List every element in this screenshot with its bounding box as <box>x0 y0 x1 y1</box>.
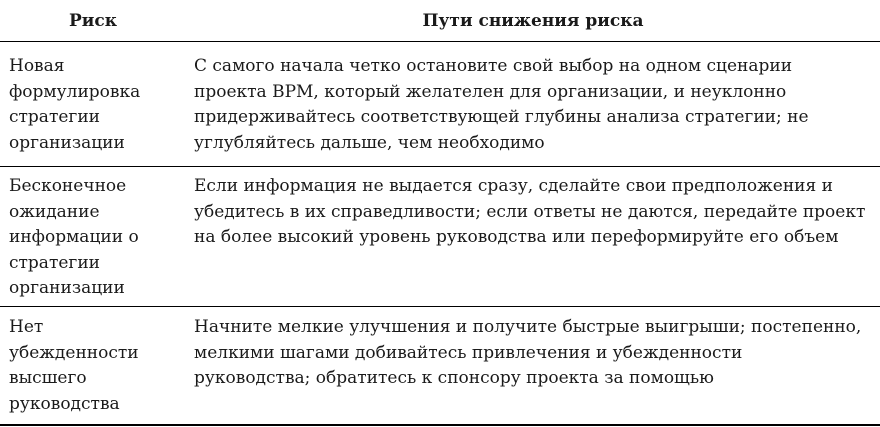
row-2-risk: Бесконечное ожидание информации о стратегии организации <box>9 176 139 298</box>
header-mitigation: Пути снижения риска <box>422 10 644 31</box>
row-1-risk: Новая формулировка стратегии организации <box>9 56 141 153</box>
row-1-mitigation: С самого начала четко остановите свой выбор на одном сценарии проекта BPM, который желателен для организации, и неуклонно придерживайтесь соответствующей глубины анализа стратегии; не углубляйтесь дальше, чем необходимо <box>194 56 809 153</box>
row-3-mitigation: Начните мелкие улучшения и получите быстрые выигрыши; постепенно, мелкими шагами добивайтесь привлечения и убежденности руководства; обратитесь к спонсору проекта за помощью <box>194 317 862 388</box>
row-2-mitigation: Если информация не выдается сразу, сделайте свои предположения и убедитесь в их справедливости; если ответы не даются, передайте проект на более высокий уровень руководства или переформируйте его объем <box>194 176 866 247</box>
row-3-risk: Нет убежденности высшего руководства <box>9 317 139 414</box>
row-divider <box>0 166 880 167</box>
header-risk: Риск <box>68 10 118 31</box>
row-divider <box>0 306 880 307</box>
table-bottom-rule <box>0 424 880 426</box>
